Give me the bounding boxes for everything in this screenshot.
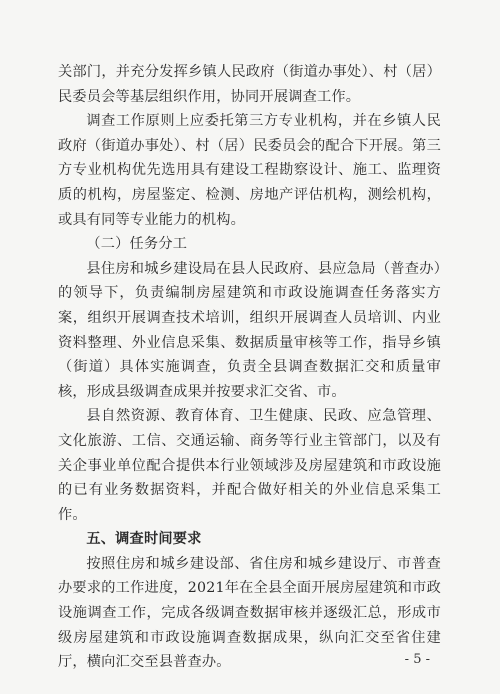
paragraph-third-party: 调查工作原则上应委托第三方专业机构，并在乡镇人民政府（街道办事处）、村（居）民委员会的配合下开展。第三方专业机构优先选用具有建设工程勘察设计、施工、监理资质的机构，房屋鉴定、检测、房地产评估机构，测绘机构，或具有同等专业能力的机构。	[58, 113, 441, 228]
document-body	[58, 60, 441, 675]
section-heading-time-requirements: 五、调查时间要求	[86, 531, 202, 548]
paragraph-schedule: 按照住房和城乡建设部、省住房和城乡建设厅、市普查办要求的工作进度，2021年在全县全面开展房屋建筑和市政设施调查工作，完成各级调查数据审核并逐级汇总，形成市级房屋建筑和市政设施调查数据成果，纵向汇交至省住建厅，横向汇交至县普查办。	[58, 555, 441, 671]
paragraph-housing-bureau: 县住房和城乡建设局在县人民政府、县应急局（普查办）的领导下，负责编制房屋建筑和市政设施调查任务落实方案，组织开展调查技术培训，组织开展调查人员培训、内业资料整理、外业信息采集、数据质量审核等工作，指导乡镇（街道）具体实施调查，负责全县调查数据汇交和质量审核，形成县级调查成果并按要求汇交省、市。	[58, 260, 441, 400]
page-number: - 5 -	[404, 652, 430, 667]
paragraph-coordination: 关部门，并充分发挥乡镇人民政府（街道办事处）、村（居）民委员会等基层组织作用，协同开展调查工作。	[58, 64, 441, 105]
paragraph-departments: 县自然资源、教育体育、卫生健康、民政、应急管理、文化旅游、工信、交通运输、商务等行业主管部门，以及有关企事业单位配合提供本行业领域涉及房屋建筑和市政设施的已有业务数据资料，并配合做好相关的外业信息采集工作。	[58, 408, 441, 523]
section-heading-task-division: （二）任务分工	[86, 236, 188, 253]
